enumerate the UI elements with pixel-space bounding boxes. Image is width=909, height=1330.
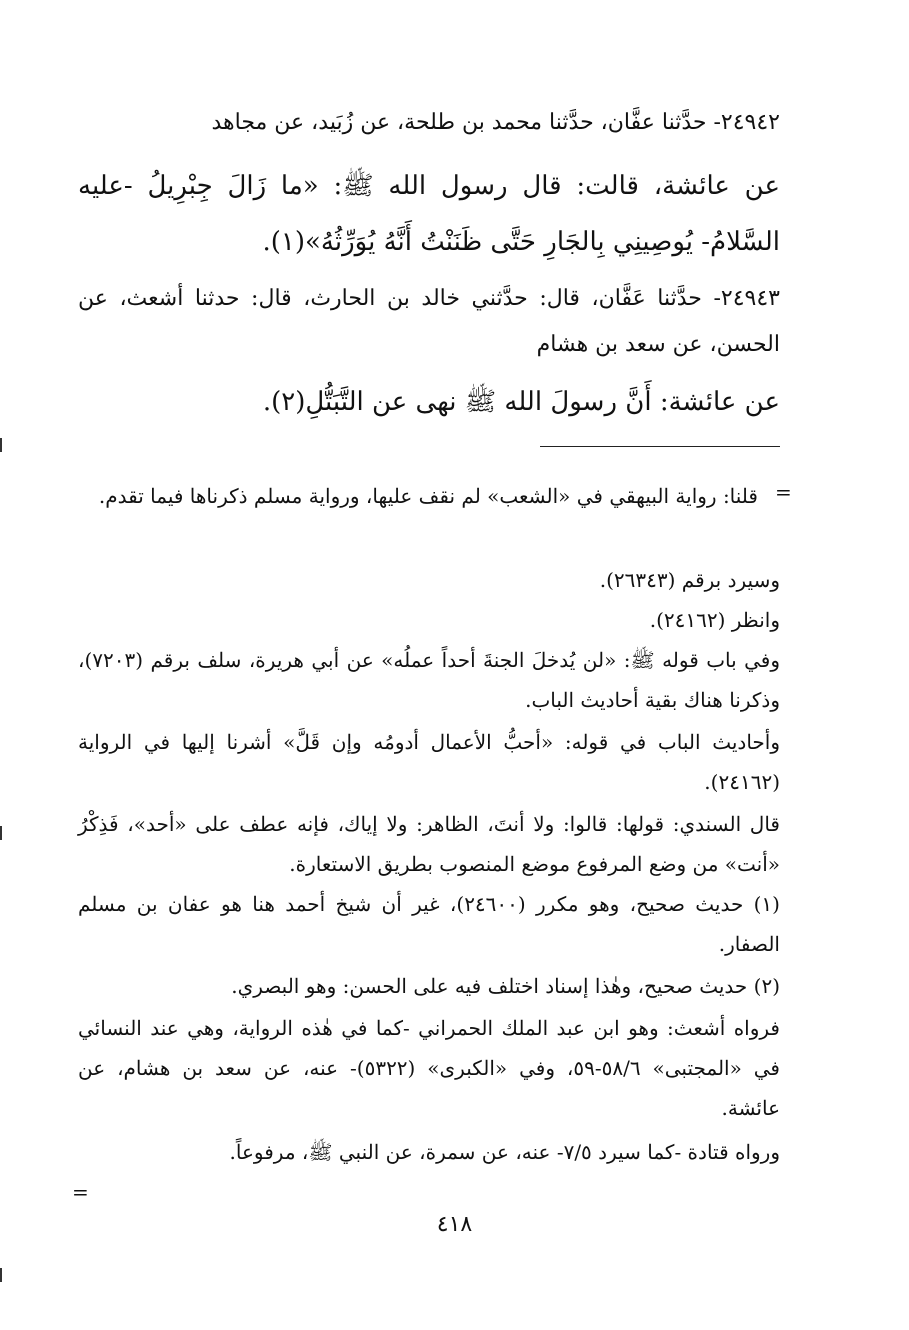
continuation-mark-bottom: =	[72, 1180, 89, 1204]
footnote-line: ورواه قتادة -كما سيرد ٧/٥- عنه، عن سمرة، عن النبي ﷺ، مرفوعاً.	[229, 1140, 780, 1164]
scan-edge-mark	[0, 1268, 2, 1282]
scan-edge-mark	[0, 826, 2, 840]
footnote-line: وأحاديث الباب في قوله: «أحبُّ الأعمال أدومُه وإن قَلَّ» أشرنا إليها في الرواية (٢٤١٦٢).	[78, 730, 780, 794]
scan-edge-mark	[0, 438, 2, 452]
page-number: ٤١٨	[436, 1212, 473, 1237]
continuation-mark-top: =	[775, 480, 792, 504]
footnote-line: فرواه أشعث: وهو ابن عبد الملك الحمراني -كما في هٰذه الرواية، وهي عند النسائي في «المجتبى» ٥٨/٦-٥٩، وفي «الكبرى» (٥٣٢٢)- عنه، عن سعد بن هشام، عن عائشة.	[78, 1016, 780, 1120]
footnote-continued: قلنا: رواية البيهقي في «الشعب» لم نقف عليها، ورواية مسلم ذكرناها فيما تقدم.	[98, 484, 758, 508]
hadith-24943-matn: عن عائشة: أَنَّ رسولَ الله ﷺ نهى عن التَّبَتُّلِ(٢).	[262, 387, 780, 417]
footnote-line: وفي باب قوله ﷺ: «لن يُدخلَ الجنةَ أحداً عملُه» عن أبي هريرة، سلف برقم (٧٢٠٣)، وذكرنا هناك بقية أحاديث الباب.	[78, 648, 780, 712]
footnote-1: (١) حديث صحيح، وهو مكرر (٢٤٦٠٠)، غير أن شيخ أحمد هنا هو عفان بن مسلم الصفار.	[78, 892, 780, 956]
footnote-line: وانظر (٢٤١٦٢).	[649, 608, 780, 632]
footnote-separator	[540, 446, 780, 447]
hadith-24942-isnad: ٢٤٩٤٢- حدَّثنا عفَّان، حدَّثنا محمد بن طلحة، عن زُبَيد، عن مجاهد	[211, 110, 780, 135]
hadith-24942-matn: عن عائشة، قالت: قال رسول الله ﷺ: «ما زَالَ جِبْرِيلُ -عليه السَّلامُ- يُوصِينِي بِالجَارِ حَتَّى ظَنَنْتُ أَنَّهُ يُوَرِّثُهُ»(١).	[78, 171, 780, 257]
hadith-24943-isnad: ٢٤٩٤٣- حدَّثنا عَفَّان، قال: حدَّثني خالد بن الحارث، قال: حدثنا أشعث، عن الحسن، عن سعد بن هشام	[78, 286, 780, 357]
footnote-line: وسيرد برقم (٢٦٣٤٣).	[599, 568, 780, 592]
footnote-line: قال السندي: قولها: قالوا: ولا أنتَ، الظاهر: ولا إياك، فإنه عطف على «أحد»، فَذِكْرُ «أنت» من وضع المرفوع موضع المنصوب بطريق الاستعارة.	[78, 812, 780, 876]
footnote-2: (٢) حديث صحيح، وهٰذا إسناد اختلف فيه على الحسن: وهو البصري.	[231, 974, 780, 998]
